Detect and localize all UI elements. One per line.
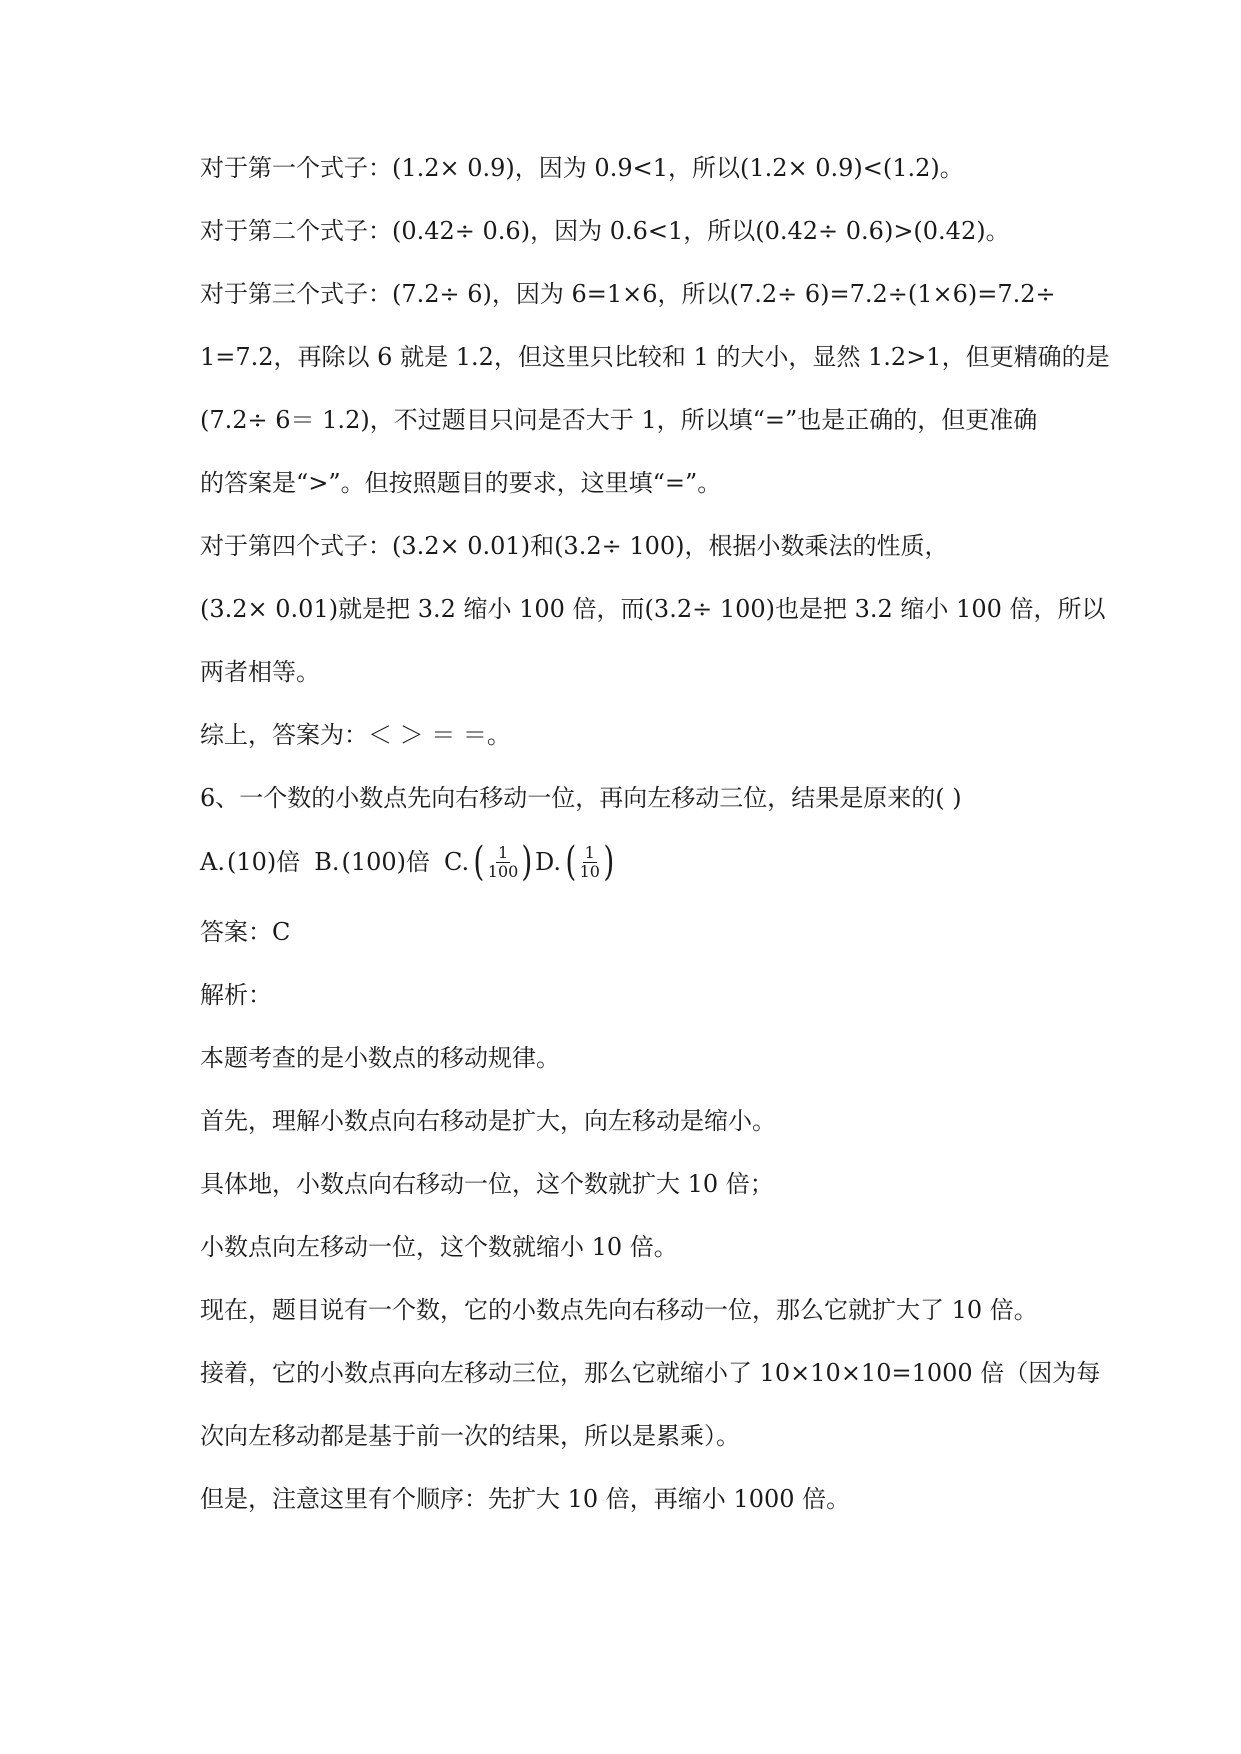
text-line-20: 接着，它的小数点再向左移动三位，那么它就缩小了 10×10×10=1000 倍（因为每 <box>200 1359 1101 1387</box>
right-paren: ) <box>603 839 615 885</box>
left-paren: ( <box>565 839 577 885</box>
text-line-1: 对于第一个式子：(1.2× 0.9)，因为 0.9<1，所以(1.2× 0.9)<(1.2)。 <box>200 154 964 182</box>
analysis-heading: 解析： <box>200 981 272 1009</box>
option-a-text: (10)倍 <box>226 848 301 876</box>
text-line-4: 1=7.2，再除以 6 就是 1.2，但这里只比较和 1 的大小，显然 1.2>1，但更精确的是 <box>200 343 1110 371</box>
text-line-17: 具体地，小数点向右移动一位，这个数就扩大 10 倍； <box>200 1170 774 1198</box>
question-6-stem: 6、一个数的小数点先向右移动一位，再向左移动三位，结果是原来的( ) <box>200 784 962 812</box>
text-line-3: 对于第三个式子：(7.2÷ 6)，因为 6=1×6，所以(7.2÷ 6)=7.2÷(1×6)=7.2÷ <box>200 280 1056 308</box>
question-6-options <box>200 840 1100 884</box>
option-c-letter: C. <box>444 848 470 876</box>
option-b-letter: B. <box>314 848 340 876</box>
right-paren: ) <box>521 839 533 885</box>
option-d-numerator: 1 <box>584 842 595 862</box>
option-b-text: (100)倍 <box>341 848 431 876</box>
text-line-15: 本题考查的是小数点的移动规律。 <box>200 1044 560 1072</box>
option-a-letter: A. <box>200 848 225 876</box>
option-c <box>444 840 535 884</box>
text-line-16: 首先，理解小数点向右移动是扩大，向左移动是缩小。 <box>200 1107 776 1135</box>
text-line-8: (3.2× 0.01)就是把 3.2 缩小 100 倍，而(3.2÷ 100)也是把 3.2 缩小 100 倍，所以 <box>200 595 1106 623</box>
text-line-22: 但是，注意这里有个顺序：先扩大 10 倍，再缩小 1000 倍。 <box>200 1485 851 1513</box>
option-a <box>200 840 300 884</box>
text-line-5: (7.2÷ 6＝ 1.2)，不过题目只问是否大于 1，所以填“=”也是正确的，但更准确 <box>200 406 1038 434</box>
option-d-letter: D. <box>534 848 561 876</box>
option-c-denominator: 100 <box>487 861 519 881</box>
text-line-6: 的答案是“>”。但按照题目的要求，这里填“=”。 <box>200 469 722 497</box>
text-line-18: 小数点向左移动一位，这个数就缩小 10 倍。 <box>200 1233 678 1261</box>
text-line-2: 对于第二个式子：(0.42÷ 0.6)，因为 0.6<1，所以(0.42÷ 0.6)>(0.42)。 <box>200 217 1010 245</box>
summary-answer-line: 综上，答案为：＜ ＞ ＝ ＝。 <box>200 721 511 749</box>
text-line-21: 次向左移动都是基于前一次的结果，所以是累乘）。 <box>200 1422 740 1450</box>
text-line-7: 对于第四个式子：(3.2× 0.01)和(3.2÷ 100)，根据小数乘法的性质， <box>200 532 949 560</box>
answer-line: 答案：C <box>200 918 291 946</box>
left-paren: ( <box>473 839 485 885</box>
option-b <box>314 840 430 884</box>
option-d-fraction <box>563 840 617 884</box>
text-line-9: 两者相等。 <box>200 658 320 686</box>
option-c-fraction <box>471 840 535 884</box>
text-line-19: 现在，题目说有一个数，它的小数点先向右移动一位，那么它就扩大了 10 倍。 <box>200 1296 1038 1324</box>
option-c-numerator: 1 <box>497 842 509 862</box>
option-d <box>535 840 617 884</box>
option-d-denominator: 10 <box>579 861 600 881</box>
